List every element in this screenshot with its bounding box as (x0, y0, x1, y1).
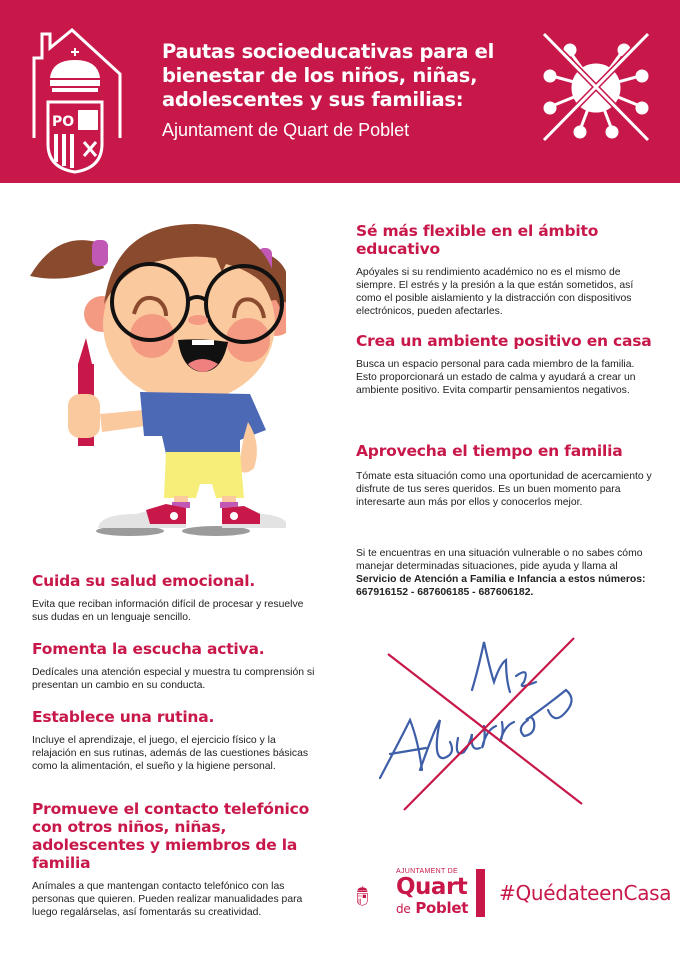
section-title: Aprovecha el tiempo en familia (356, 442, 623, 460)
svg-text:PO: PO (52, 114, 75, 130)
footer-logo-poblet: de Poblet (396, 899, 469, 917)
header-banner (0, 0, 680, 183)
section-body: Anímales a que mantengan contacto telefónico con las personas que quieren. Pueden realizar manualidades para luego regalárselas, así fomentarás su creatividad. (32, 881, 303, 918)
house-crest-icon (28, 26, 126, 176)
section-escucha-activa (32, 640, 322, 692)
section-title: Establece una rutina. (32, 708, 215, 726)
section-body: Tómate esta situación como una oportunidad de acercamiento y disfrute de tus seres queridos. Es un buen momento para interesarte aun más por ellos y conocerlos mejor. (356, 471, 652, 508)
footer-logo-quart: Quart (396, 874, 468, 900)
section-ambiente (356, 332, 656, 397)
footer-logo-small-text: AJUNTAMENT DE (396, 868, 458, 875)
section-body: Incluye el aprendizaje, el juego, el ejercicio físico y la relajación en sus rutinas, además de las cuestiones básicas como la alimentación, el sueño y la higiene personal. (32, 735, 309, 772)
section-title: Fomenta la escucha activa. (32, 640, 265, 658)
section-contacto-telefonico (32, 800, 322, 919)
section-body: Dedícales una atención especial y muestra tu comprensión si presentan un cambio en su conducta. (32, 667, 315, 691)
section-tiempo-familia (356, 442, 656, 509)
footer-divider (476, 869, 485, 917)
section-body: Busca un espacio personal para cada miembro de la familia. Esto proporcionará un estado de calma y ayudará a crear un ambiente positivo. Evita compartir pensamientos negativos. (356, 359, 636, 396)
crossed-me-aburro-illustration (360, 630, 590, 820)
section-body: Evita que reciban información difícil de procesar y resuelve sus dudas en un lenguaje sencillo. (32, 599, 304, 623)
help-phone-numbers: Servicio de Atención a Familia e Infancia a estos números: 667916152 - 687606185 - 687606182. (356, 574, 646, 598)
hashtag-quedateencasa: #QuédateenCasa (499, 881, 672, 905)
section-rutina (32, 708, 322, 773)
section-salud-emocional (32, 572, 322, 624)
section-body: Apóyales si su rendimiento académico no es el mismo de siempre. El estrés y la presión a la que están sometidos, así como el posible aislamiento y la distracción con dispositivos electrónicos, pueden afectarles. (356, 267, 634, 317)
page-title: Pautas socioeducativas para el bienestar de los niños, niñas, adolescentes y sus familias: (162, 40, 494, 111)
section-title: Promueve el contacto telefónico con otros niños, niñas, adolescentes y miembros de la familia (32, 800, 310, 872)
section-title: Sé más flexible en el ámbito educativo (356, 222, 599, 258)
crossed-virus-icon (540, 32, 652, 142)
quart-de-poblet-crest-icon (356, 866, 396, 926)
page-subtitle: Ajuntament de Quart de Poblet (162, 120, 410, 140)
section-flexible (356, 222, 656, 318)
section-title: Cuida su salud emocional. (32, 572, 256, 590)
svg-text:PO: PO (358, 895, 362, 898)
help-text: Si te encuentras en una situación vulnerable o no sabes cómo manejar determinadas situaciones, pide ayuda y llama al (356, 548, 643, 572)
help-notice (356, 547, 656, 599)
section-title: Crea un ambiente positivo en casa (356, 332, 652, 350)
child-illustration (26, 214, 286, 544)
